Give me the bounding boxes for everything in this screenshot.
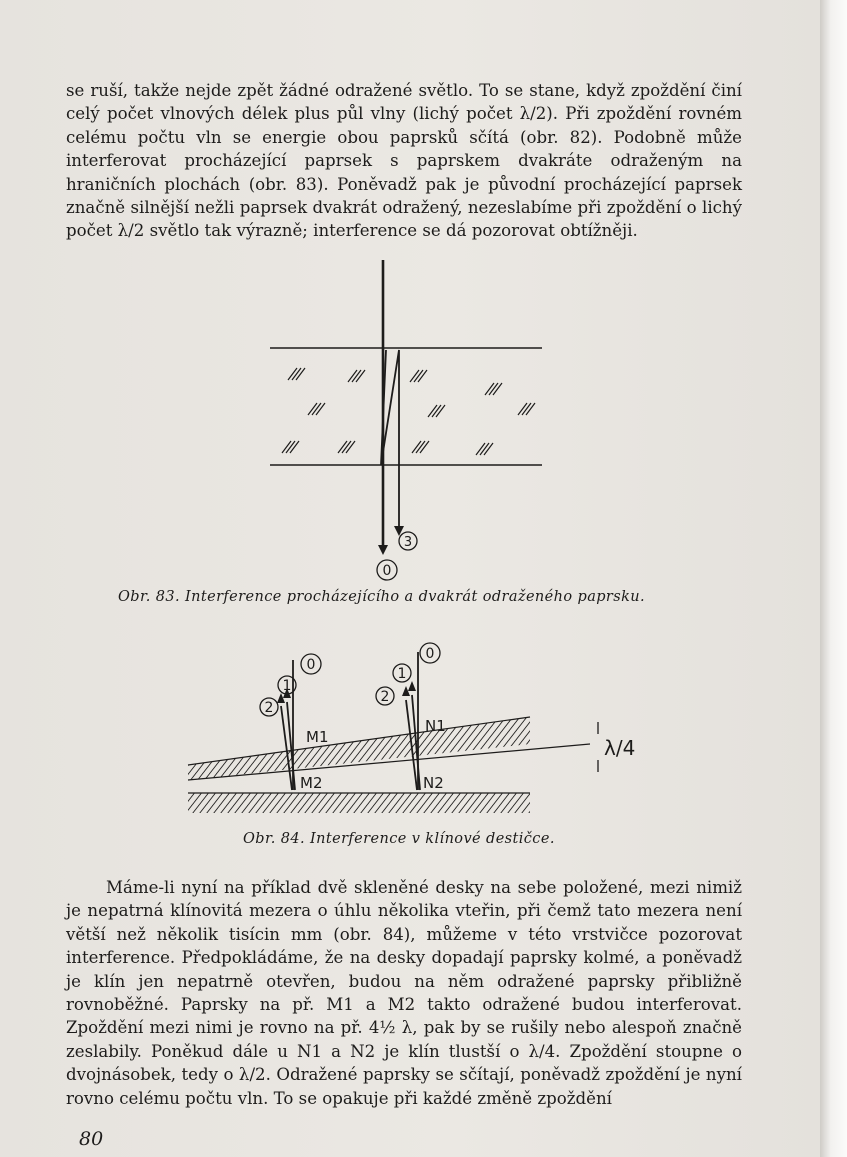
upper-glass-wedge xyxy=(188,717,530,780)
figure-83-diagram xyxy=(250,255,560,585)
fig84-label-1-left: 1 xyxy=(282,678,292,694)
label-N2: N2 xyxy=(423,774,444,792)
paragraph-bottom-text: Máme-li nyní na příklad dvě skleněné desky na sebe položené, mezi nimiž je nepatrná klínovitá mezera o úhlu několika vteřin, při čemž tato mezera není větší než několik tisícin mm (obr. 84), můžeme v této vrstvičce pozorovat interference. Předpokládáme, že na desky dopadají paprsky kolmé, a poněvadž je klín jen nepatrně otevřen, budou na něm odražené paprsky přibližně rovnoběžné. Paprsky na př. M1 a M2 takto odražené budou interferovat. Zpoždění mezi nimi je rovno na př. 4½ λ, pak by se rušily nebo alespoň značně zeslabily. Poněkud dále u N1 a N2 je klín tlustší o λ/4. Zpoždění stoupne o dvojnásobek, tedy o λ/2. Odražené paprsky se sčítají, poněvadž zpoždění je nyní rovno celému počtu vln. To se opakuje při každé změně zpoždění xyxy=(66,878,742,1108)
lower-glass-plate xyxy=(188,793,530,813)
ray-label-3 xyxy=(399,532,417,550)
fig84-label-0-right: 0 xyxy=(425,646,435,662)
fig84-label-1-right: 1 xyxy=(397,666,407,682)
paragraph-bottom xyxy=(66,876,742,1110)
label-M1: M1 xyxy=(306,728,329,746)
paragraph-top xyxy=(66,79,742,243)
label-lambda-quarter: λ/4 xyxy=(604,736,636,760)
page-edge xyxy=(820,0,847,1157)
fig84-label-2-left: 2 xyxy=(264,700,274,716)
paragraph-top-text: se ruší, takže nejde zpět žádné odražené světlo. To se stane, když zpoždění činí celý počet vlnových délek plus půl vlny (lichý počet λ/2). Při zpoždění rovném celému počtu vln se energie obou paprsků sčítá (obr. 82). Podobně může interferovat procházející paprsek s paprskem dvakráte odraženým na hraničních plochách (obr. 83). Poněvadž pak je původní procházející paprsek značně silnější nežli paprsek dvakrát odražený, nezeslabíme při zpoždění o lichý počet λ/2 světlo tak výrazně; interference se dá pozorovat obtížněji. xyxy=(66,81,742,241)
fig84-label-0-left: 0 xyxy=(306,657,316,673)
fig84-label-2-right: 2 xyxy=(380,689,390,705)
label-M2: M2 xyxy=(300,774,323,792)
figure-83-caption: Obr. 83. Interference procházejícího a dvakrát odraženého paprsku. xyxy=(118,589,646,605)
figure-84-caption: Obr. 84. Interference v klínové destičce. xyxy=(243,831,555,847)
figure-84-diagram xyxy=(180,640,650,825)
arrowhead-0 xyxy=(378,545,388,555)
svg-text:3: 3 xyxy=(403,535,413,550)
label-N1: N1 xyxy=(425,717,446,735)
glass-hatching xyxy=(282,368,535,455)
ray-label-0 xyxy=(377,560,397,580)
svg-text:0: 0 xyxy=(382,563,392,579)
page-number: 80 xyxy=(79,1128,104,1150)
